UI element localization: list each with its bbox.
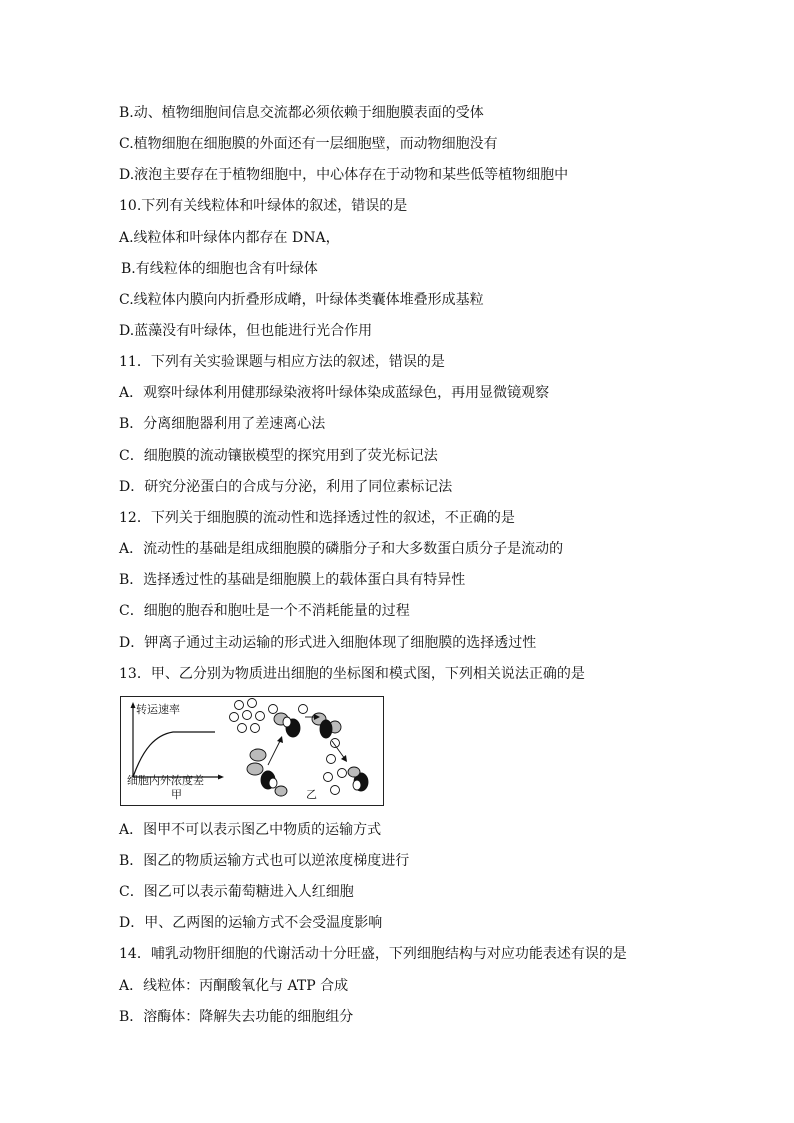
- q11-option-d: D．研究分泌蛋白的合成与分泌，利用了同位素标记法: [119, 479, 453, 495]
- q12-option-c: C．细胞的胞吞和胞吐是一个不消耗能量的过程: [119, 603, 410, 619]
- q13-option-d: D．甲、乙两图的运输方式不会受温度影响: [119, 915, 383, 931]
- q9-option-b: B.动、植物细胞间信息交流都必须依赖于细胞膜表面的受体: [119, 105, 484, 121]
- q10-option-d: D.蓝藻没有叶绿体，但也能进行光合作用: [119, 323, 373, 339]
- carrier-proteins: [261, 719, 368, 791]
- q13-option-b: B．图乙的物质运输方式也可以逆浓度梯度进行: [119, 853, 410, 869]
- q10-option-c: C.线粒体内膜向内折叠形成嵴，叶绿体类囊体堆叠形成基粒: [119, 292, 484, 308]
- diagram-yi: [230, 699, 369, 797]
- solute-molecules: [230, 699, 347, 795]
- graph-y-label: 转运速率: [136, 703, 180, 716]
- q14-option-b: B．溶酶体：降解失去功能的细胞组分: [119, 1009, 354, 1025]
- q11-option-b: B．分离细胞器利用了差速离心法: [119, 416, 326, 432]
- q9-option-c: C.植物细胞在细胞膜的外面还有一层细胞壁，而动物细胞没有: [119, 136, 498, 152]
- q13-option-a: A．图甲不可以表示图乙中物质的运输方式: [119, 822, 382, 838]
- q11-stem: 11．下列有关实验课题与相应方法的叙述，错误的是: [119, 354, 445, 370]
- q12-option-d: D．钾离子通过主动运输的形式进入细胞体现了细胞膜的选择透过性: [119, 635, 537, 651]
- q11-option-c: C．细胞膜的流动镶嵌模型的探究用到了荧光标记法: [119, 448, 438, 464]
- q10-stem: 10.下列有关线粒体和叶绿体的叙述，错误的是: [119, 198, 408, 214]
- carrier-proteins-light: [269, 717, 361, 790]
- q9-option-d: D.液泡主要存在于植物细胞中，中心体存在于动物和某些低等植物细胞中: [119, 167, 569, 183]
- q14-stem: 14．哺乳动物肝细胞的代谢活动十分旺盛，下列细胞结构与对应功能表述有误的是: [119, 946, 627, 962]
- graph-x-arrow: [218, 775, 224, 780]
- q14-option-a: A．线粒体：丙酮酸氧化与 ATP 合成: [119, 978, 349, 994]
- graph-y-arrow: [131, 702, 136, 708]
- graph-x-label: 细胞内外浓度差: [127, 774, 204, 787]
- q13-option-c: C．图乙可以表示葡萄糖进入人红细胞: [119, 884, 354, 900]
- figure-label-jia: 甲: [171, 788, 182, 801]
- q13-figure: [120, 696, 384, 806]
- q12-option-b: B．选择透过性的基础是细胞膜上的载体蛋白具有特异性: [119, 572, 466, 588]
- figure-label-yi: 乙: [306, 788, 317, 801]
- q10-option-b: B.有线粒体的细胞也含有叶绿体: [121, 261, 318, 277]
- membrane-lipids-lower: [275, 767, 360, 796]
- q10-option-a: A.线粒体和叶绿体内都存在 DNA，: [119, 230, 340, 246]
- q13-stem: 13．甲、乙分别为物质进出细胞的坐标图和模式图，下列相关说法正确的是: [119, 666, 585, 682]
- q12-stem: 12．下列关于细胞膜的流动性和选择透过性的叙述，不正确的是: [119, 510, 515, 526]
- q11-option-a: A．观察叶绿体利用健那绿染液将叶绿体染成蓝绿色，再用显微镜观察: [119, 385, 550, 401]
- q12-option-a: A．流动性的基础是组成细胞膜的磷脂分子和大多数蛋白质分子是流动的: [119, 541, 564, 557]
- graph-curve: [133, 732, 215, 777]
